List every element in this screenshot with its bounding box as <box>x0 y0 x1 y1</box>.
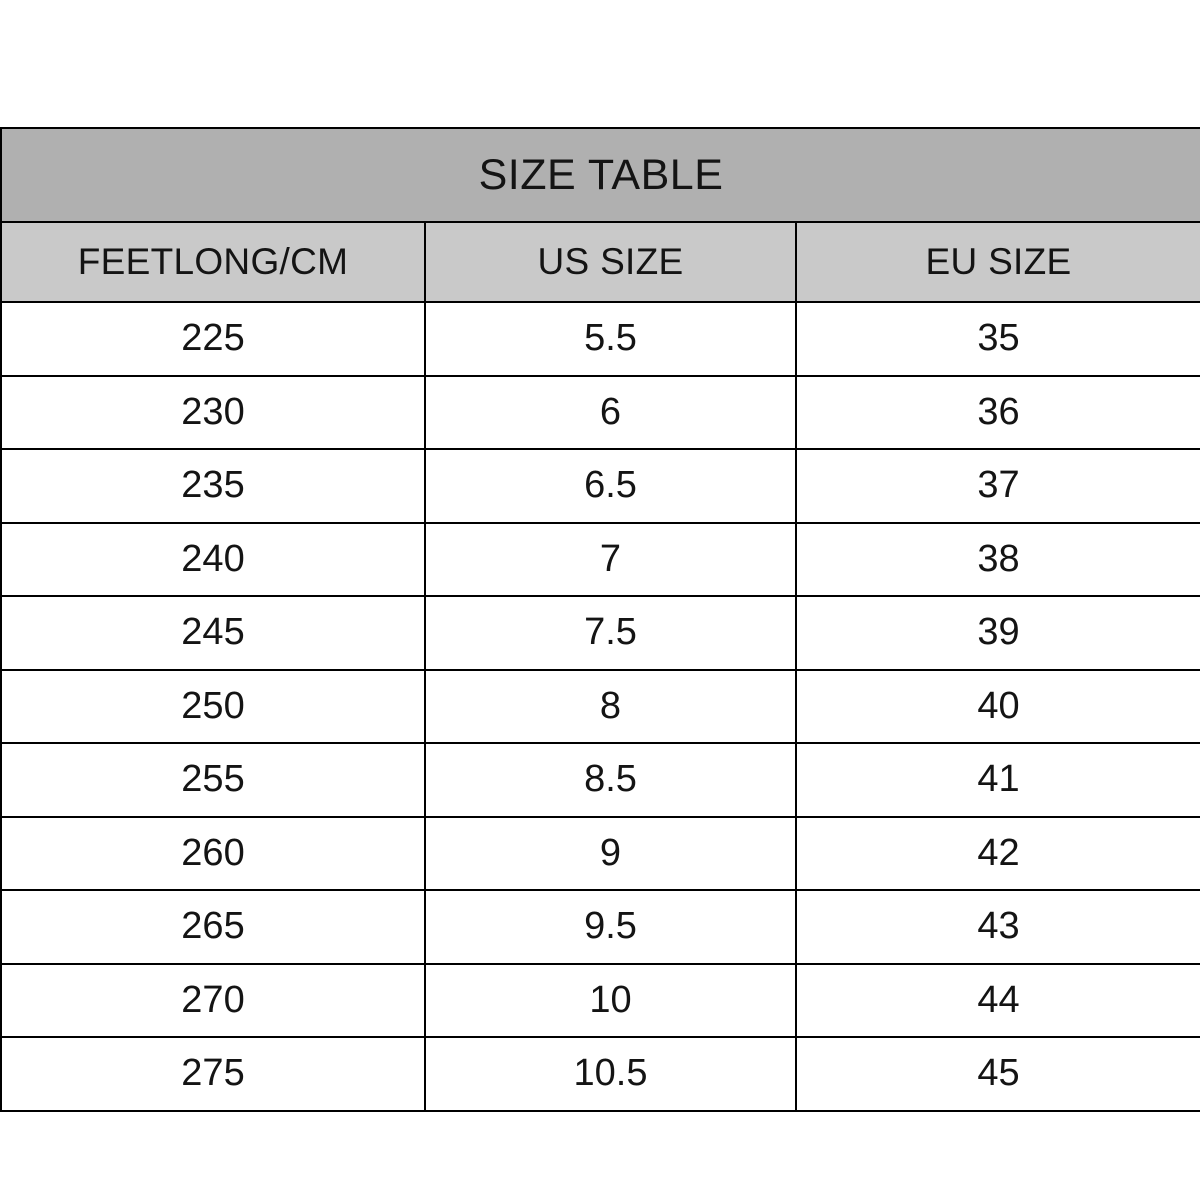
cell-eu-size: 41 <box>796 743 1200 817</box>
cell-eu-size: 42 <box>796 817 1200 891</box>
cell-feetlong: 235 <box>1 449 425 523</box>
cell-us-size: 10.5 <box>425 1037 796 1111</box>
cell-us-size: 9 <box>425 817 796 891</box>
cell-us-size: 6.5 <box>425 449 796 523</box>
cell-us-size: 10 <box>425 964 796 1038</box>
table-row <box>1 890 1200 964</box>
cell-us-size: 8 <box>425 670 796 744</box>
table-row <box>1 817 1200 891</box>
cell-eu-size: 36 <box>796 376 1200 450</box>
cell-feetlong: 260 <box>1 817 425 891</box>
table-row <box>1 670 1200 744</box>
table-header-row <box>1 222 1200 302</box>
cell-eu-size: 39 <box>796 596 1200 670</box>
cell-us-size: 8.5 <box>425 743 796 817</box>
cell-feetlong: 250 <box>1 670 425 744</box>
table-title: SIZE TABLE <box>1 128 1200 222</box>
table-row <box>1 523 1200 597</box>
table-title-row <box>1 128 1200 222</box>
column-header-us-size: US SIZE <box>425 222 796 302</box>
cell-eu-size: 37 <box>796 449 1200 523</box>
cell-feetlong: 245 <box>1 596 425 670</box>
cell-feetlong: 265 <box>1 890 425 964</box>
cell-feetlong: 255 <box>1 743 425 817</box>
column-header-eu-size: EU SIZE <box>796 222 1200 302</box>
table-row <box>1 302 1200 376</box>
table-row <box>1 376 1200 450</box>
cell-eu-size: 44 <box>796 964 1200 1038</box>
cell-us-size: 5.5 <box>425 302 796 376</box>
cell-us-size: 6 <box>425 376 796 450</box>
cell-feetlong: 270 <box>1 964 425 1038</box>
cell-feetlong: 230 <box>1 376 425 450</box>
size-table-container <box>0 127 1200 1112</box>
column-header-feetlong: FEETLONG/CM <box>1 222 425 302</box>
cell-eu-size: 45 <box>796 1037 1200 1111</box>
table-row <box>1 743 1200 817</box>
table-row <box>1 1037 1200 1111</box>
cell-us-size: 7 <box>425 523 796 597</box>
cell-feetlong: 225 <box>1 302 425 376</box>
cell-eu-size: 43 <box>796 890 1200 964</box>
cell-eu-size: 40 <box>796 670 1200 744</box>
table-row <box>1 449 1200 523</box>
cell-feetlong: 275 <box>1 1037 425 1111</box>
cell-us-size: 9.5 <box>425 890 796 964</box>
size-table <box>0 127 1200 1112</box>
table-row <box>1 596 1200 670</box>
table-row <box>1 964 1200 1038</box>
cell-eu-size: 38 <box>796 523 1200 597</box>
size-table-body <box>1 128 1200 1111</box>
cell-feetlong: 240 <box>1 523 425 597</box>
cell-eu-size: 35 <box>796 302 1200 376</box>
cell-us-size: 7.5 <box>425 596 796 670</box>
